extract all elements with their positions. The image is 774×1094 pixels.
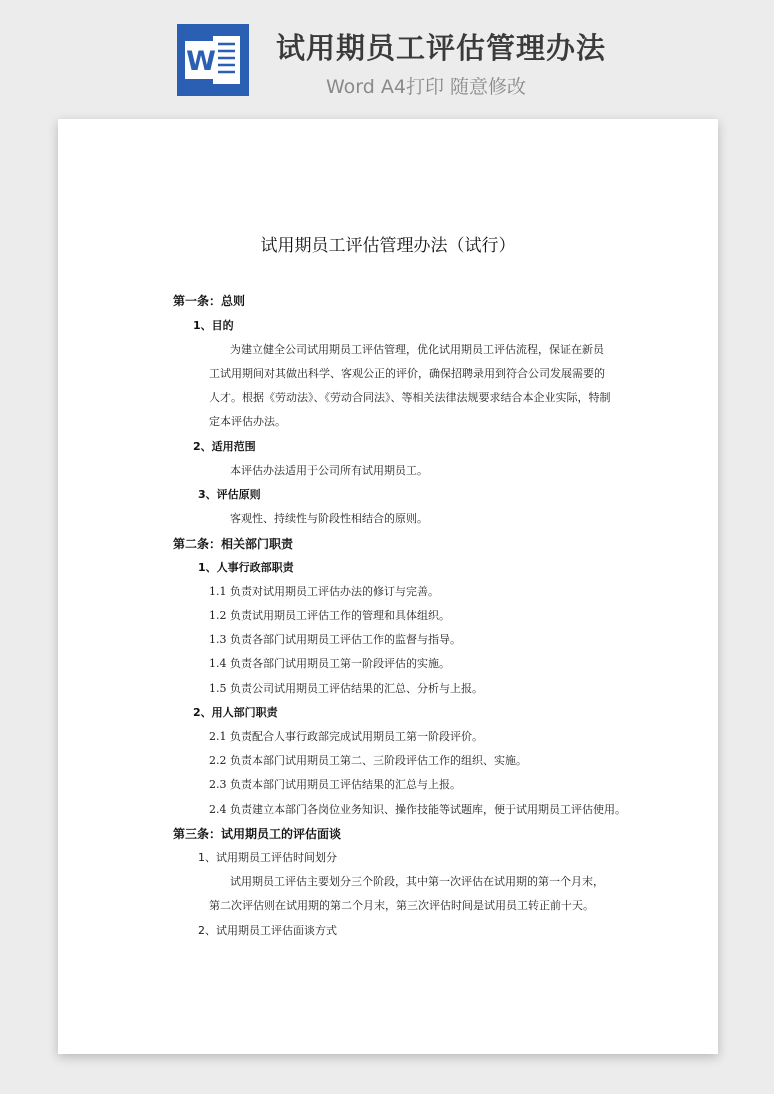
subsection-heading: 2、用人部门职责 bbox=[193, 706, 278, 719]
document-title: 试用期员工评估管理办法（试行） bbox=[260, 236, 516, 256]
subsection-heading: 2、试用期员工评估面谈方式 bbox=[198, 924, 337, 937]
list-item: 2.3 负责本部门试用期员工评估结果的汇总与上报。 bbox=[209, 778, 461, 791]
section-heading: 第二条：相关部门职责 bbox=[173, 537, 294, 551]
subsection-heading: 3、评估原则 bbox=[198, 488, 261, 501]
section-heading: 第一条：总则 bbox=[173, 294, 246, 308]
list-item: 1.1 负责对试用期员工评估办法的修订与完善。 bbox=[209, 585, 439, 598]
subsection-heading: 1、目的 bbox=[193, 319, 234, 332]
paragraph-line: 人才。根据《劳动法》、《劳动合同法》、等相关法律法规要求结合本企业实际，特制 bbox=[209, 391, 611, 404]
list-item: 2.4 负责建立本部门各岗位业务知识、操作技能等试题库，便于试用期员工评估使用。 bbox=[209, 803, 626, 816]
banner-title: 试用期员工评估管理办法 bbox=[276, 31, 607, 65]
paragraph-line: 本评估办法适用于公司所有试用期员工。 bbox=[230, 464, 428, 477]
word-icon bbox=[177, 24, 249, 96]
section-heading: 第三条：试用期员工的评估面谈 bbox=[173, 827, 342, 841]
list-item: 1.5 负责公司试用期员工评估结果的汇总、分析与上报。 bbox=[209, 682, 483, 695]
paragraph-line: 工试用期间对其做出科学、客观公正的评价，确保招聘录用到符合公司发展需要的 bbox=[209, 367, 605, 380]
subsection-heading: 1、人事行政部职责 bbox=[198, 561, 294, 574]
list-item: 2.2 负责本部门试用期员工第二、三阶段评估工作的组织、实施。 bbox=[209, 754, 527, 767]
paragraph-line: 为建立健全公司试用期员工评估管理，优化试用期员工评估流程，保证在新员 bbox=[230, 343, 604, 356]
banner-subtitle: Word A4打印 随意修改 bbox=[326, 76, 527, 98]
subsection-heading: 2、适用范围 bbox=[193, 440, 256, 453]
word-icon-letter: W bbox=[186, 46, 216, 77]
paragraph-line: 试用期员工评估主要划分三个阶段，其中第一次评估在试用期的第一个月末， bbox=[230, 875, 604, 888]
paragraph-line: 客观性、持续性与阶段性相结合的原则。 bbox=[230, 512, 428, 525]
list-item: 2.1 负责配合人事行政部完成试用期员工第一阶段评价。 bbox=[209, 730, 483, 743]
list-item: 1.3 负责各部门试用期员工评估工作的监督与指导。 bbox=[209, 633, 461, 646]
list-item: 1.2 负责试用期员工评估工作的管理和具体组织。 bbox=[209, 609, 450, 622]
paragraph-line: 第二次评估则在试用期的第二个月末，第三次评估时间是试用员工转正前十天。 bbox=[209, 899, 594, 912]
list-item: 1.4 负责各部门试用期员工第一阶段评估的实施。 bbox=[209, 657, 450, 670]
paragraph-line: 定本评估办法。 bbox=[209, 415, 286, 428]
subsection-heading: 1、试用期员工评估时间划分 bbox=[198, 851, 337, 864]
document-page bbox=[58, 119, 718, 1054]
banner bbox=[0, 0, 774, 110]
